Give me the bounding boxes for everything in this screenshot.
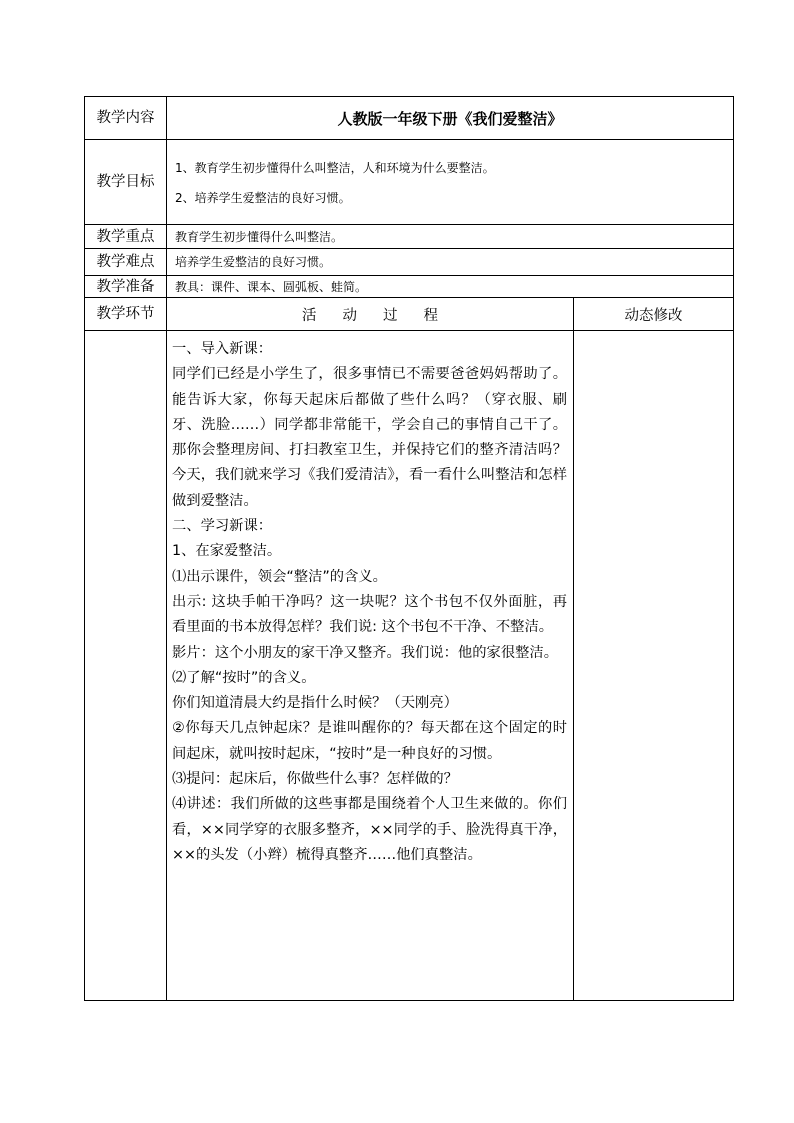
row-content <box>85 97 734 140</box>
label-key-point: 教学重点 <box>85 225 167 249</box>
process-para: 影片：这个小朋友的家干净又整齐。我们说：他的家很整洁。 <box>172 644 559 661</box>
process-header-cell <box>167 298 574 331</box>
row-stage-header <box>85 298 734 331</box>
label-preparation: 教学准备 <box>85 276 167 298</box>
row-goals <box>85 140 734 225</box>
lesson-plan-table <box>84 96 734 1001</box>
process-para: ⑴出示课件，领会“整洁”的含义。 <box>172 568 387 585</box>
process-header: 活动过程 <box>302 307 464 324</box>
row-difficulty <box>85 249 734 276</box>
row-preparation <box>85 276 734 298</box>
lesson-title: 人教版一年级下册《我们爱整洁》 <box>167 97 734 140</box>
goal-item-2: 2、培养学生爱整洁的良好习惯。 <box>175 191 351 205</box>
process-para: ②你每天几点钟起床？是谁叫醒你的？每天都在这个固定的时间起床，就叫按时起床，“按时”是一种良好的习惯。 <box>172 720 567 762</box>
label-content: 教学内容 <box>85 97 167 140</box>
process-para: 一、导入新课： <box>172 341 273 357</box>
process-para: 1、在家爱整洁。 <box>172 543 282 560</box>
process-para: 出示: 这块手帕干净吗？这一块呢？这个书包不仅外面脏，再看里面的书本放得怎样？我们说: 这个书包不干净、不整洁。 <box>172 593 567 636</box>
revision-header: 动态修改 <box>574 298 734 331</box>
difficulty-value: 培养学生爱整洁的良好习惯。 <box>167 249 734 276</box>
label-stage: 教学环节 <box>85 298 167 331</box>
process-para: 二、学习新课： <box>172 518 273 535</box>
process-para: ⑶提问：起床后，你做些什么事？怎样做的？ <box>172 771 458 788</box>
label-goals: 教学目标 <box>85 140 167 225</box>
key-point-value: 教育学生初步懂得什么叫整洁。 <box>167 225 734 249</box>
process-para: ⑷讲述：我们所做的这些事都是围绕着个人卫生来做的。你们看，××同学穿的衣服多整齐，××同学的手、脸洗得真干净，××的头发（小辫）梳得真整齐……他们真整洁。 <box>172 796 567 863</box>
process-para: 同学们已经是小学生了，很多事情已不需要爸爸妈妈帮助了。能告诉大家，你每天起床后都做了些什么吗？（穿衣服、刷牙、洗脸……）同学都非常能干，学会自己的事情自己干了。那你会整理房间、打扫教室卫生，并保持它们的整齐清洁吗？今天，我们就来学习《我们爱清洁》，看一看什么叫整洁和怎样做到爱整洁。 <box>172 366 567 509</box>
process-para: ⑵了解“按时”的含义。 <box>172 669 316 686</box>
stage-empty-cell <box>85 331 167 1001</box>
process-para: 你们知道清晨大约是指什么时候？（天刚亮） <box>172 695 458 712</box>
goal-item-1: 1、教育学生初步懂得什么叫整洁，人和环境为什么要整洁。 <box>175 161 495 175</box>
row-process-body <box>85 331 734 1001</box>
revision-empty-cell <box>574 331 734 1001</box>
process-body-cell <box>167 331 574 1001</box>
label-difficulty: 教学难点 <box>85 249 167 276</box>
row-key-point <box>85 225 734 249</box>
preparation-value: 教具：课件、课本、圆弧板、蛙简。 <box>167 276 734 298</box>
goals-cell <box>167 140 734 225</box>
